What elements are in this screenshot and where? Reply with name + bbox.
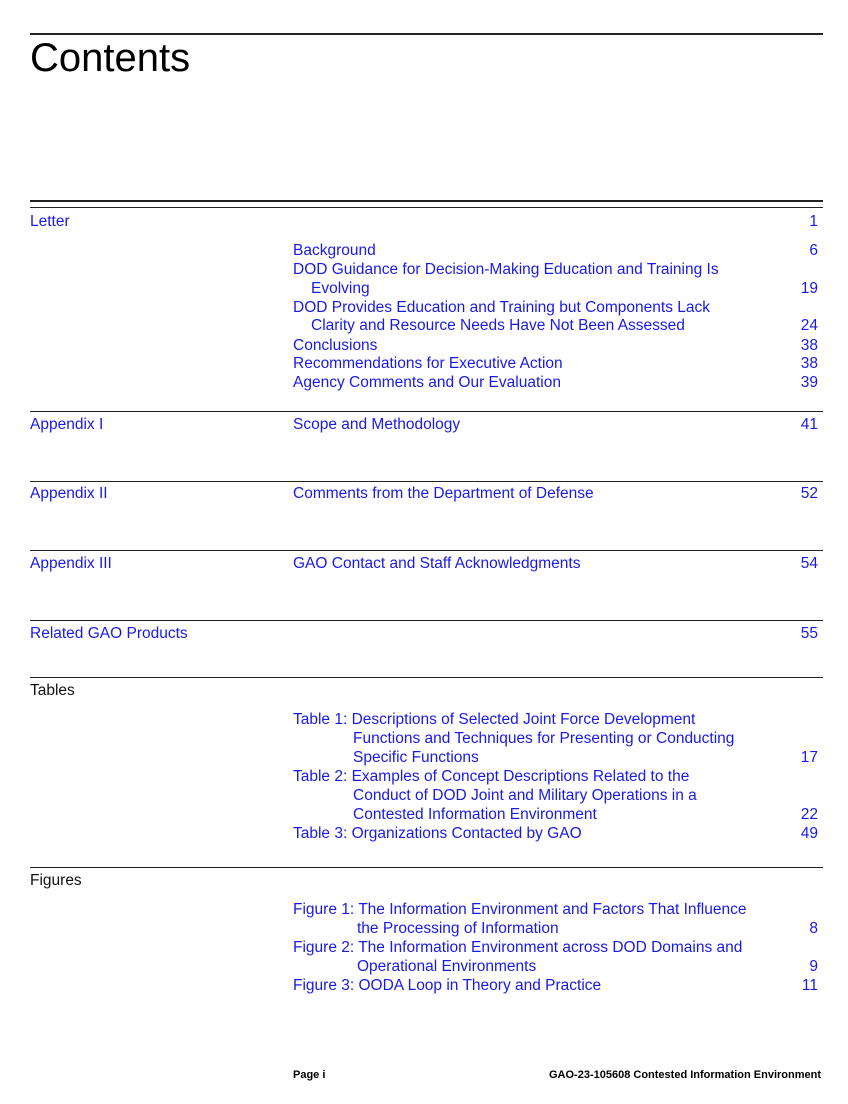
tables-heading: Tables [30, 682, 75, 699]
section-rule [30, 867, 823, 868]
toc-entry-recommendations[interactable]: Recommendations for Executive Action [293, 355, 563, 372]
toc-entry-dod-provides-cont[interactable]: Clarity and Resource Needs Have Not Been Assessed [311, 317, 685, 334]
toc-appendix-label[interactable]: Appendix II [30, 485, 108, 502]
figures-heading: Figures [30, 872, 82, 889]
toc-table-2-cont[interactable]: Contested Information Environment [353, 806, 597, 823]
toc-related-products[interactable]: Related GAO Products [30, 625, 188, 642]
toc-appendix-title[interactable]: Scope and Methodology [293, 416, 461, 433]
toc-appendix-label[interactable]: Appendix III [30, 555, 112, 572]
toc-page-number[interactable]: 17 [800, 749, 818, 766]
toc-page-number[interactable]: 11 [801, 977, 818, 994]
toc-page-number[interactable]: 1 [809, 213, 818, 230]
toc-entry-dod-provides[interactable]: DOD Provides Education and Training but Components Lack [293, 299, 711, 316]
toc-table-3[interactable]: Table 3: Organizations Contacted by GAO [293, 825, 582, 842]
toc-table-1[interactable]: Table 1: Descriptions of Selected Joint Force Development [293, 711, 696, 728]
toc-table-1-cont[interactable]: Functions and Techniques for Presenting or Conducting [353, 730, 735, 747]
section-rule [30, 550, 823, 551]
double-rule-thick [30, 200, 823, 202]
toc-page-number[interactable]: 41 [800, 416, 818, 433]
toc-page-number[interactable]: 55 [800, 625, 818, 642]
toc-page-number[interactable]: 39 [800, 374, 818, 391]
toc-entry-dod-guidance[interactable]: DOD Guidance for Decision-Making Education and Training Is [293, 261, 719, 278]
toc-appendix-title[interactable]: Comments from the Department of Defense [293, 485, 594, 502]
toc-page-number[interactable]: 22 [800, 806, 818, 823]
page-title: Contents [30, 36, 191, 80]
toc-figure-3[interactable]: Figure 3: OODA Loop in Theory and Practice [293, 977, 602, 994]
toc-letter-link[interactable]: Letter [30, 213, 70, 230]
toc-page-number[interactable]: 49 [800, 825, 818, 842]
toc-entry-background[interactable]: Background [293, 242, 376, 259]
toc-page-number[interactable]: 38 [800, 337, 818, 354]
toc-table-1-cont[interactable]: Specific Functions [353, 749, 479, 766]
section-rule [30, 411, 823, 412]
toc-figure-2[interactable]: Figure 2: The Information Environment across DOD Domains and [293, 939, 743, 956]
toc-page-number[interactable]: 24 [800, 317, 818, 334]
toc-page-number[interactable]: 52 [800, 485, 818, 502]
toc-table-2-cont[interactable]: Conduct of DOD Joint and Military Operations in a [353, 787, 697, 804]
toc-page-number[interactable]: 8 [809, 920, 818, 937]
top-rule [30, 33, 823, 35]
toc-page-number[interactable]: 6 [809, 242, 818, 259]
toc-figure-2-cont[interactable]: Operational Environments [357, 958, 537, 975]
footer-report-id: GAO-23-105608 Contested Information Environment [549, 1069, 821, 1081]
section-rule [30, 481, 823, 482]
toc-table-2[interactable]: Table 2: Examples of Concept Descriptions Related to the [293, 768, 690, 785]
toc-entry-conclusions[interactable]: Conclusions [293, 337, 378, 354]
toc-figure-1-cont[interactable]: the Processing of Information [357, 920, 559, 937]
toc-entry-agency-comments[interactable]: Agency Comments and Our Evaluation [293, 374, 561, 391]
toc-appendix-label[interactable]: Appendix I [30, 416, 104, 433]
footer-page-number: Page i [293, 1069, 326, 1081]
toc-figure-1[interactable]: Figure 1: The Information Environment and Factors That Influence [293, 901, 747, 918]
toc-page-number[interactable]: 38 [800, 355, 818, 372]
toc-page-number[interactable]: 54 [800, 555, 818, 572]
toc-page-number[interactable]: 9 [809, 958, 818, 975]
double-rule-thin [30, 207, 823, 208]
toc-appendix-title[interactable]: GAO Contact and Staff Acknowledgments [293, 555, 581, 572]
toc-entry-dod-guidance-cont[interactable]: Evolving [311, 280, 370, 297]
section-rule [30, 677, 823, 678]
section-rule [30, 620, 823, 621]
toc-page-number[interactable]: 19 [800, 280, 818, 297]
